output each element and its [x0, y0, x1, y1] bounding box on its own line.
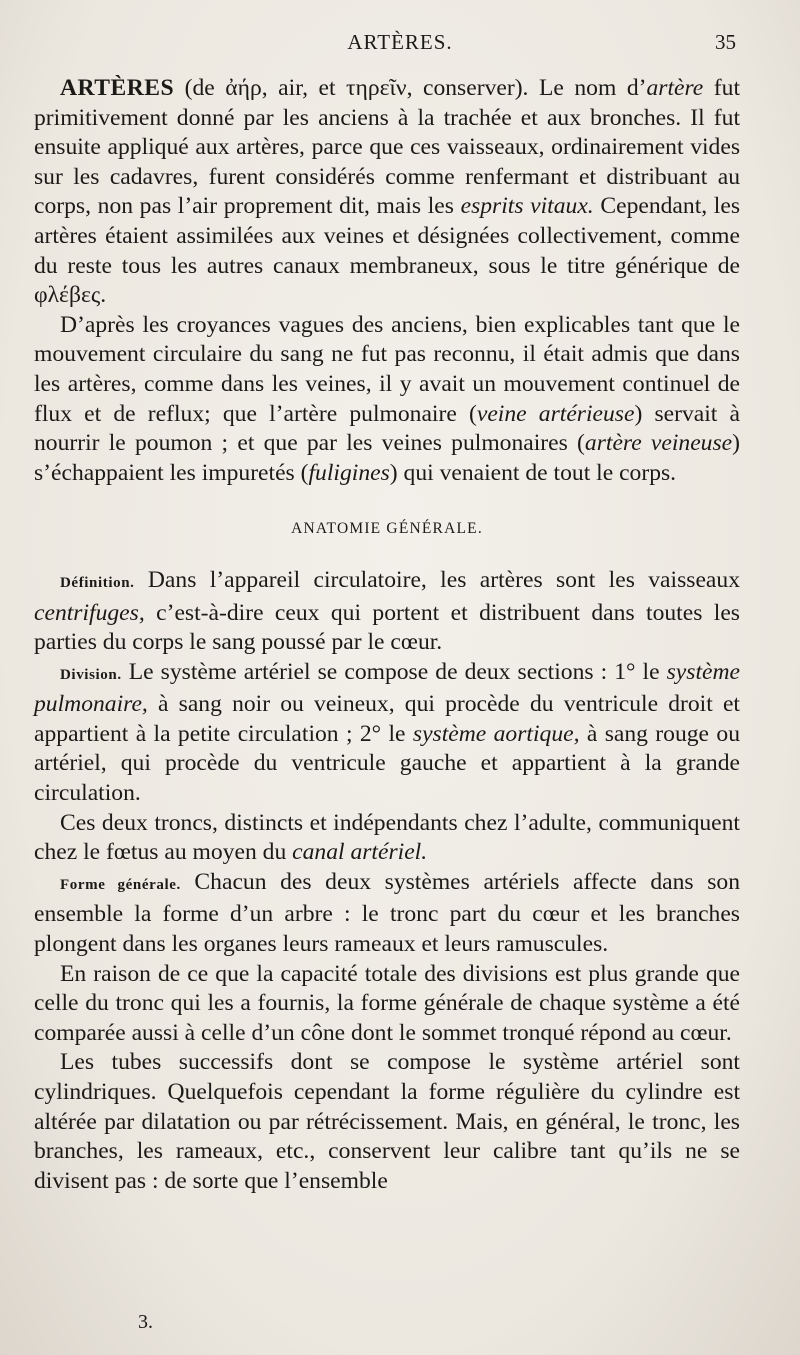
run-in-heading: Forme générale.	[60, 876, 181, 893]
signature-mark: 3.	[138, 1311, 153, 1333]
text-run: En raison de ce que la capacité totale des divisions est plus grande que celle du tronc qui les a fournis, la forme générale de chaque système a été comparée aussi à celle d’un cône dont le sommet tronqué répond au cœur.	[34, 960, 740, 1046]
paragraph-troncs	[34, 809, 740, 868]
italic-run: centrifuges,	[34, 599, 145, 626]
text-run: Ces deux troncs, distincts et indépendants chez l’adulte, communiquent chez le fœtus au moyen du	[34, 809, 740, 866]
running-title: ARTÈRES.	[347, 30, 453, 54]
italic-run: système aortique,	[412, 720, 580, 747]
run-in-heading: Division.	[60, 666, 122, 683]
text-run: à sang rouge ou artériel, qui procède du ventricule gauche et appartient à la grande circulation.	[34, 720, 740, 807]
paragraph-arteres-definition	[34, 74, 740, 311]
text-run: fut primitivement donné par les anciens à la trachée et aux bronches. Il fut ensuite appliqué aux artères, parce que ces vaisseaux, ordinairement vides sur les cadavres, furent considérés comme renfermant et distribuant au corps, non pas l’air proprement dit, mais les	[34, 75, 741, 220]
text-run: Les tubes successifs dont se compose le système artériel sont cylindriques. Quelquefois cependant la forme régulière du cylindre est altérée par dilatation ou par rétrécissement. Mais, en général, le tronc, les branches, les rameaux, etc., conservent leur calibre tant qu’ils ne se divisent pas : de sorte que l’ensemble	[34, 1049, 740, 1194]
italic-run: artère	[646, 75, 704, 101]
text-run: ) s’échappaient les impuretés (	[34, 430, 740, 486]
run-in-heading: Définition.	[60, 574, 135, 591]
italic-run: esprits vitaux.	[460, 193, 594, 220]
body-text	[34, 74, 740, 1196]
italic-run: système pulmonaire,	[34, 658, 740, 718]
paragraph-definition	[34, 566, 740, 658]
paragraph-capacite	[34, 960, 740, 1049]
paragraph-tubes	[34, 1048, 740, 1196]
paragraph-division	[34, 658, 740, 809]
paragraph-anciens	[34, 311, 740, 489]
text-run: Le système artériel se compose de deux sections : 1° le	[121, 658, 667, 685]
entry-term: ARTÈRES	[60, 75, 175, 101]
text-run: c’est-à-dire ceux qui portent et distribuent dans toutes les parties du corps le sang poussé par le cœur.	[34, 599, 740, 656]
page-number: 35	[715, 30, 736, 54]
italic-run: fuligines	[308, 459, 390, 486]
text-run: à sang noir ou veineux, qui procède du ventricule droit et appartient à la petite circulation ; 2° le	[34, 691, 740, 747]
text-run: Chacun des deux systèmes artériels affecte dans son ensemble la forme d’un arbre : le tronc part du cœur et les branches plongent dans les organes leurs rameaux et leurs ramuscules.	[34, 868, 740, 958]
section-heading: ANATOMIE GÉNÉRALE.	[291, 520, 483, 538]
running-head	[0, 30, 800, 64]
text-run: (de ἀήρ, air, et τηρεῖν, conserver). Le nom d’	[174, 75, 647, 101]
italic-run: artère veineuse	[584, 430, 733, 457]
paragraph-forme-generale	[34, 868, 740, 960]
text-run: D’après les croyances vagues des anciens, bien explicables tant que le mouvement circulaire du sang ne fut pas reconnu, il était admis que dans les artères, comme dans les veines, il y avait un mouvement continuel de flux et de reflux; que l’artère pulmonaire (	[34, 311, 740, 427]
italic-run: veine artérieuse	[476, 400, 635, 427]
italic-run: canal artériel.	[292, 839, 428, 866]
text-run: ) qui venaient de tout le corps.	[389, 459, 677, 486]
text-run: Cependant, les artères étaient assimilées aux veines et désignées collectivement, comme du reste tous les autres canaux membraneux, sous le titre générique de φλέβες.	[34, 193, 741, 309]
text-run: Dans l’appareil circulatoire, les artères sont les vaisseaux	[134, 566, 740, 593]
text-run: ) servait à nourrir le poumon ; et que par les veines pulmonaires (	[34, 400, 741, 457]
